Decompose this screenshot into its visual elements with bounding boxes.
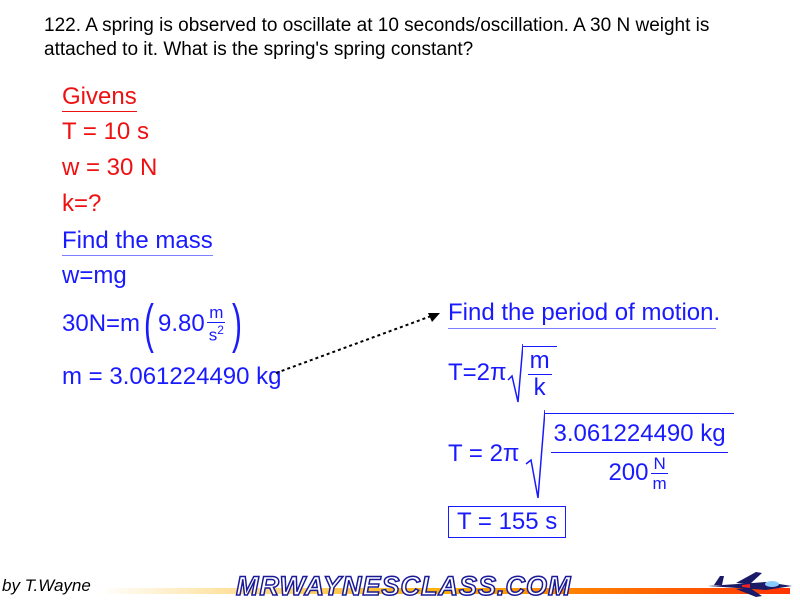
site-logo: MRWAYNESCLASS.COM — [236, 571, 572, 601]
mass-substitution — [62, 294, 246, 354]
jet-icon — [706, 570, 796, 598]
left-paren: ( — [144, 294, 154, 354]
weight-formula: w=mg — [62, 262, 127, 289]
mass-result: m = 3.061224490 kg — [62, 363, 282, 390]
period-sub-left: T = 2π — [448, 440, 520, 467]
sqrt-icon — [525, 408, 545, 500]
gravity-unit-num: m — [209, 303, 224, 323]
sqrt-icon — [507, 342, 523, 404]
mass-over-k — [551, 419, 727, 493]
givens-heading: Givens — [62, 83, 137, 110]
given-weight: w = 30 N — [62, 154, 158, 181]
mass-sub-left: 30N=m — [62, 310, 141, 337]
final-answer: T = 155 s — [448, 508, 566, 536]
mass-heading: Find the mass — [62, 227, 213, 254]
sub-denominator: 200 $\frac{N}{m}$ — [608, 453, 667, 493]
gravity-unit — [207, 304, 226, 344]
gravity-unit-den: $s^2$ — [208, 323, 224, 345]
spring-constant-unit: $\frac{N}{m}$ — [652, 453, 667, 493]
author-credit: by T.Wayne — [2, 576, 91, 595]
right-paren: ) — [231, 294, 242, 354]
question-text: 122. A spring is observed to oscillate at 10 seconds/oscillation. A 30 N weight is attached to it. What is the spring's spring constant? — [44, 15, 710, 60]
period-formula — [448, 342, 557, 404]
m-over-k: $\frac{m}{k}$ — [529, 347, 550, 401]
period-heading: Find the period of motion. — [448, 299, 716, 329]
period-substitution — [448, 408, 734, 500]
gravity-value: 9.80 — [158, 310, 205, 337]
given-unknown: k=? — [62, 190, 102, 217]
given-period: T = 10 s — [62, 118, 149, 145]
connector-arrow — [270, 305, 450, 385]
period-formula-left: T=2π — [448, 359, 507, 386]
sub-numerator: 3.061224490 kg — [551, 422, 727, 453]
